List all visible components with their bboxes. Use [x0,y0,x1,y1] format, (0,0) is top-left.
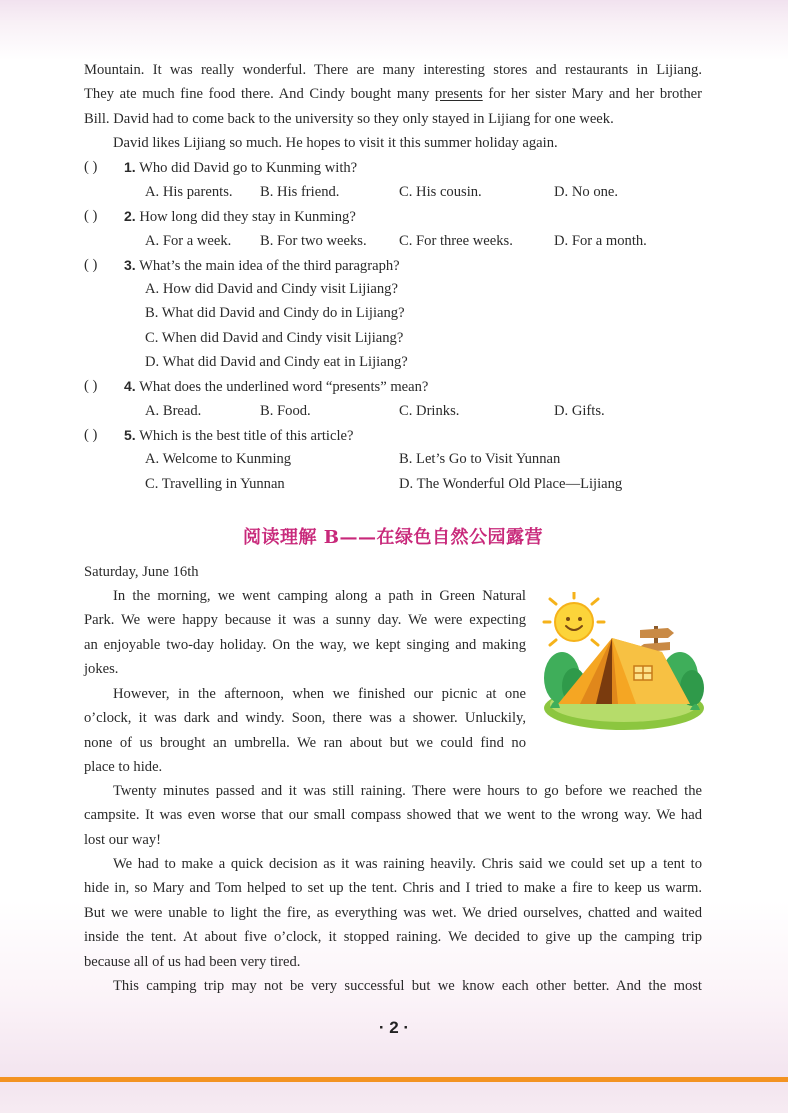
question-stem [124,423,353,448]
option-b: B. His friend. [260,184,340,200]
option-b: B. Let’s Go to Visit Yunnan [399,451,561,467]
answer-blank[interactable]: ( ) [84,159,98,175]
option-a: A. Welcome to Kunming [145,451,292,467]
diary-date: Saturday, June 16th [84,564,199,580]
camping-tent-sun-icon [540,592,706,734]
text-line: In the morning, we went camping along a path in Green Natural [113,588,526,604]
option-c: C. Drinks. [399,403,460,419]
option-a: A. His parents. [145,184,233,200]
text-line: lost our way! [84,831,162,848]
passage-a-paragraph [84,58,702,156]
bottom-decorative-bar [0,1077,788,1082]
question-3 [84,253,704,277]
question-2 [84,204,704,228]
passage-b-paragraph-5 [84,974,702,998]
question-text: Which is the best title of this article? [139,428,354,444]
text-line: an enjoyable two-day holiday. On the way, we kept singing and making [84,636,526,653]
text-line: This camping trip may not be very successful but we know each other better. And the most [113,978,702,994]
question-1 [84,155,704,179]
answer-blank[interactable]: ( ) [84,208,98,224]
option-b: B. What did David and Cindy do in Lijiang? [145,305,405,321]
option-c: C. His cousin. [399,184,482,200]
question-number: 3. [124,257,136,273]
text-line: hide in, so Mary and Tom helped to set up the tent. Chris and I tried to make a fire to keep us warm. [84,880,702,897]
question-stem [124,204,356,229]
option-c: C. When did David and Cindy visit Lijiang? [145,330,404,346]
text-line: David likes Lijiang so much. He hopes to visit it this summer holiday again. [113,135,558,152]
text-line: campsite. It was even worse that our small compass showed that we went to the wrong way. We had [84,807,702,824]
option-d: D. The Wonderful Old Place—Lijiang [399,476,623,492]
text-span: They ate much fine food there. And Cindy bought many [84,86,435,103]
option-c: C. For three weeks. [399,233,513,249]
text-line: none of us brought an umbrella. We ran about but we could find no [84,734,526,751]
option-d: D. What did David and Cindy eat in Lijiang? [145,354,408,370]
text-line: jokes. [84,661,119,678]
text-line: Mountain. It was really wonderful. There are many interesting stores and restaurants in Lijiang. [84,62,702,78]
page-number: · 2 · [378,1018,410,1037]
question-stem [124,155,357,180]
question-text: What does the underlined word “presents” mean? [139,379,429,395]
text-line [84,82,702,106]
text-line: We had to make a quick decision as it was raining heavily. Chris said we could set up a tent to [113,856,702,872]
text-span: for her sister Mary and her brother [482,86,703,103]
passage-b-paragraph-4 [84,852,702,974]
answer-blank[interactable]: ( ) [84,378,98,394]
option-c: C. Travelling in Yunnan [145,476,285,492]
text-line: o’clock, it was dark and windy. Soon, there was a shower. Unluckily, [84,710,526,727]
text-line: because all of us had been very tired. [84,953,301,970]
option-d: D. Gifts. [554,403,605,419]
passage-b-paragraph-1 [84,584,526,682]
text-line: Bill. David had to come back to the university so they only stayed in Lijiang for one week. [84,110,614,127]
question-number: 1. [124,159,136,175]
text-line: But we were unable to light the fire, as everything was wet. We dried ourselves, chatted and waited [84,904,702,921]
option-d: D. For a month. [554,233,647,249]
text-line: However, in the afternoon, when we finished our picnic at one [113,686,526,702]
option-a: A. How did David and Cindy visit Lijiang? [145,281,398,297]
option-a: A. Bread. [145,403,202,419]
text-line: Park. We were happy because it was a sunny day. We were expecting [84,612,526,629]
question-number: 2. [124,208,136,224]
question-text: How long did they stay in Kunming? [139,209,356,225]
question-stem [124,374,428,399]
option-d: D. No one. [554,184,619,200]
text-line: Twenty minutes passed and it was still raining. There were hours to go before we reached the [113,783,702,799]
question-stem [124,253,400,278]
question-number: 4. [124,378,136,394]
answer-blank[interactable]: ( ) [84,257,98,273]
passage-b-paragraph-3 [84,779,702,852]
question-5 [84,423,704,447]
question-4 [84,374,704,398]
option-a: A. For a week. [145,233,232,249]
text-line: inside the tent. At about five o’clock, it stopped raining. We decided to give up the camping trip [84,929,702,946]
text-line: place to hide. [84,759,163,776]
section-title: 阅读理解 B——在绿色自然公园露营 [243,527,543,548]
option-b: B. Food. [260,403,311,419]
question-text: Who did David go to Kunming with? [139,160,358,176]
underlined-word-presents: presents [434,86,483,103]
question-number: 5. [124,427,136,443]
camping-tent-illustration [540,592,706,734]
option-b: B. For two weeks. [260,233,367,249]
question-text: What’s the main idea of the third paragraph? [139,258,400,274]
passage-b-paragraph-2 [84,682,526,780]
answer-blank[interactable]: ( ) [84,427,98,443]
